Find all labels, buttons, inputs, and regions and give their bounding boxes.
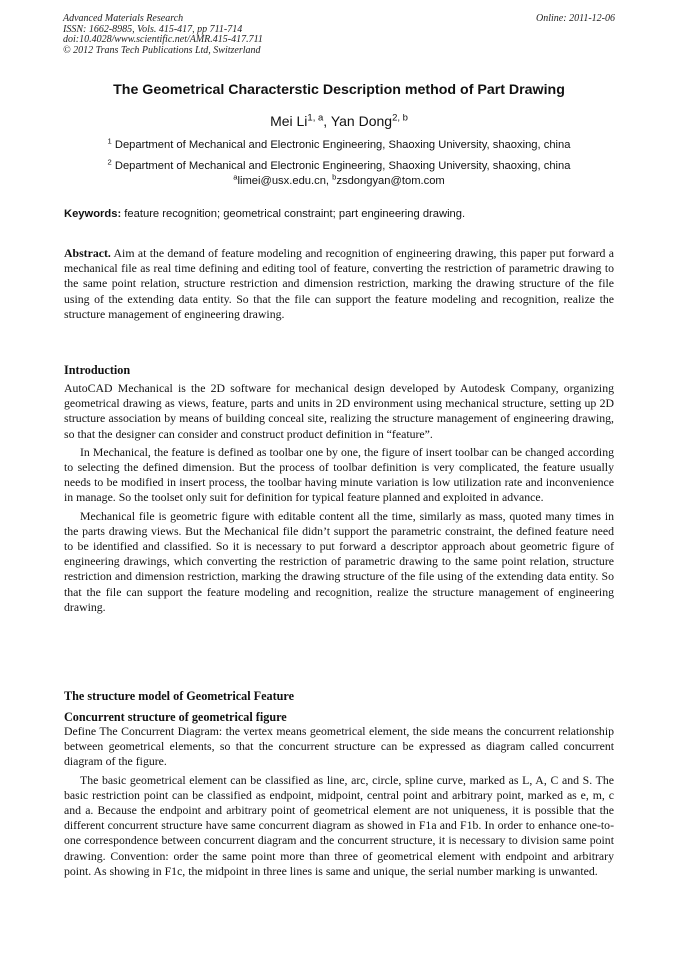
affiliation-1 [40, 136, 638, 151]
section2-body [64, 724, 614, 879]
affiliation-2 [40, 157, 638, 172]
author-name: Mei Li [270, 113, 308, 129]
paragraph: Mechanical file is geometric figure with editable content all the time, similarly as mass, quoted many times in the parts drawing views. But the Mechanical file didn’t support the parametric constraint, the defined feature need to be identified and classified. So it is necessary to put forward a descriptor approach about geometric figure of engineering drawings, which converting the restriction of parametric drawing to the same point relation, structure restriction and dimension restriction, marking the drawing structure of the file using of the extending data entity. So that the file can support the feature modeling and recognition, realize the structure management of engineering drawing. [64, 508, 614, 614]
copyright-line: © 2012 Trans Tech Publications Ltd, Switzerland [63, 44, 261, 56]
author-affiliation-mark: 2, b [392, 112, 408, 124]
section-heading-introduction: Introduction [64, 363, 131, 377]
journal-name: Advanced Materials Research [63, 13, 184, 24]
paragraph: In Mechanical, the feature is defined as toolbar one by one, the figure of insert toolbar can be changed according to selecting the defined dimension. But the process of toolbar definition is very complicated, the feature usually needs to be modified in insert process, the toolbar having minute variation is low utilization rate and inconvenience in manage. So the toolset only suit for definition for typical feature planned and exploited in advance. [64, 444, 614, 505]
paragraph: The basic geometrical element can be classified as line, arc, circle, spline curve, marked as L, A, C and S. The basic restriction point can be classified as endpoint, midpoint, central point and arbitrary point, marked as e, m, c and a. Because the endpoint and arbitrary point of geometrical element are not uniqueness, it is possible that the different concurrent structure have same concurrent diagram as showed in F1a and F1b. In order to enhance one-to-one correspondence between concurrent diagram and the concurrent structure, it is necessary to division same point drawing. Convention: order the same point more than three of geometrical element with endpoint and arbitrary point. As showing in F1c, the midpoint in three lines is same and unique, the serial number marking is unwanted. [64, 772, 614, 878]
abstract-text: Aim at the demand of feature modeling and recognition of engineering drawing, this paper put forward a mechanical file as real time defining and editing tool of feature, converting the restriction of parametric drawing to the same point relation, structure restriction and dimension restriction, marking the drawing structure of the file using of the extending data entity. So that the file can support the feature modeling and recognition, realize the structure management of engineering drawing. [64, 246, 614, 321]
email-address: limei@usx.edu.cn, [237, 175, 333, 187]
doi-line: doi:10.4028/www.scientific.net/AMR.415-417.711 [63, 34, 263, 45]
keywords-label: Keywords: [64, 208, 122, 220]
author-affiliation-mark: 1, a [307, 112, 324, 124]
affiliation-text: Department of Mechanical and Electronic Engineering, Shaoxing University, shaoxing, china [111, 160, 571, 172]
keywords [64, 208, 624, 220]
section-heading-structure-model: The structure model of Geometrical Feature [64, 689, 295, 703]
paragraph: AutoCAD Mechanical is the 2D software for mechanical design developed by Autodesk Company, organizing geometrical drawing as views, feature, parts and units in 2D environment using mechanical structure, setting up 2D structure association by means of building conceal site, realizing the structure management of engineering drawing, so that the designer can consider and construct product definition in “feature”. [64, 381, 614, 441]
author-name: Yan Dong [330, 113, 393, 129]
introduction-body [64, 381, 614, 615]
online-date: Online: 2011-12-06 [536, 13, 615, 24]
journal-header [63, 14, 263, 56]
issn-line: ISSN: 1662-8985, Vols. 415-417, pp 711-714 [63, 23, 243, 35]
email-mark: a [233, 172, 238, 182]
paragraph: Define The Concurrent Diagram: the vertex means geometrical element, the side means the concurrent relationship between geometrical elements, so that the concurrent structure can be expressed as diagram called concurrent diagram of the figure. [64, 724, 614, 769]
paper-title: The Geometrical Characterstic Description method of Part Drawing [113, 82, 565, 98]
abstract-label: Abstract. [64, 246, 111, 260]
email-address: zsdongyan@tom.com [336, 175, 445, 187]
abstract [64, 246, 614, 322]
keywords-text: feature recognition; geometrical constraint; part engineering drawing. [121, 208, 466, 220]
affiliation-number: 2 [107, 157, 112, 167]
affiliation-number: 1 [107, 136, 112, 146]
author-line [40, 113, 638, 129]
author-separator: , [323, 113, 331, 129]
author-emails [40, 172, 638, 187]
email-mark: b [332, 172, 337, 182]
subsection-heading-concurrent-structure: Concurrent structure of geometrical figure [64, 710, 287, 724]
affiliation-text: Department of Mechanical and Electronic Engineering, Shaoxing University, shaoxing, china [111, 139, 571, 151]
